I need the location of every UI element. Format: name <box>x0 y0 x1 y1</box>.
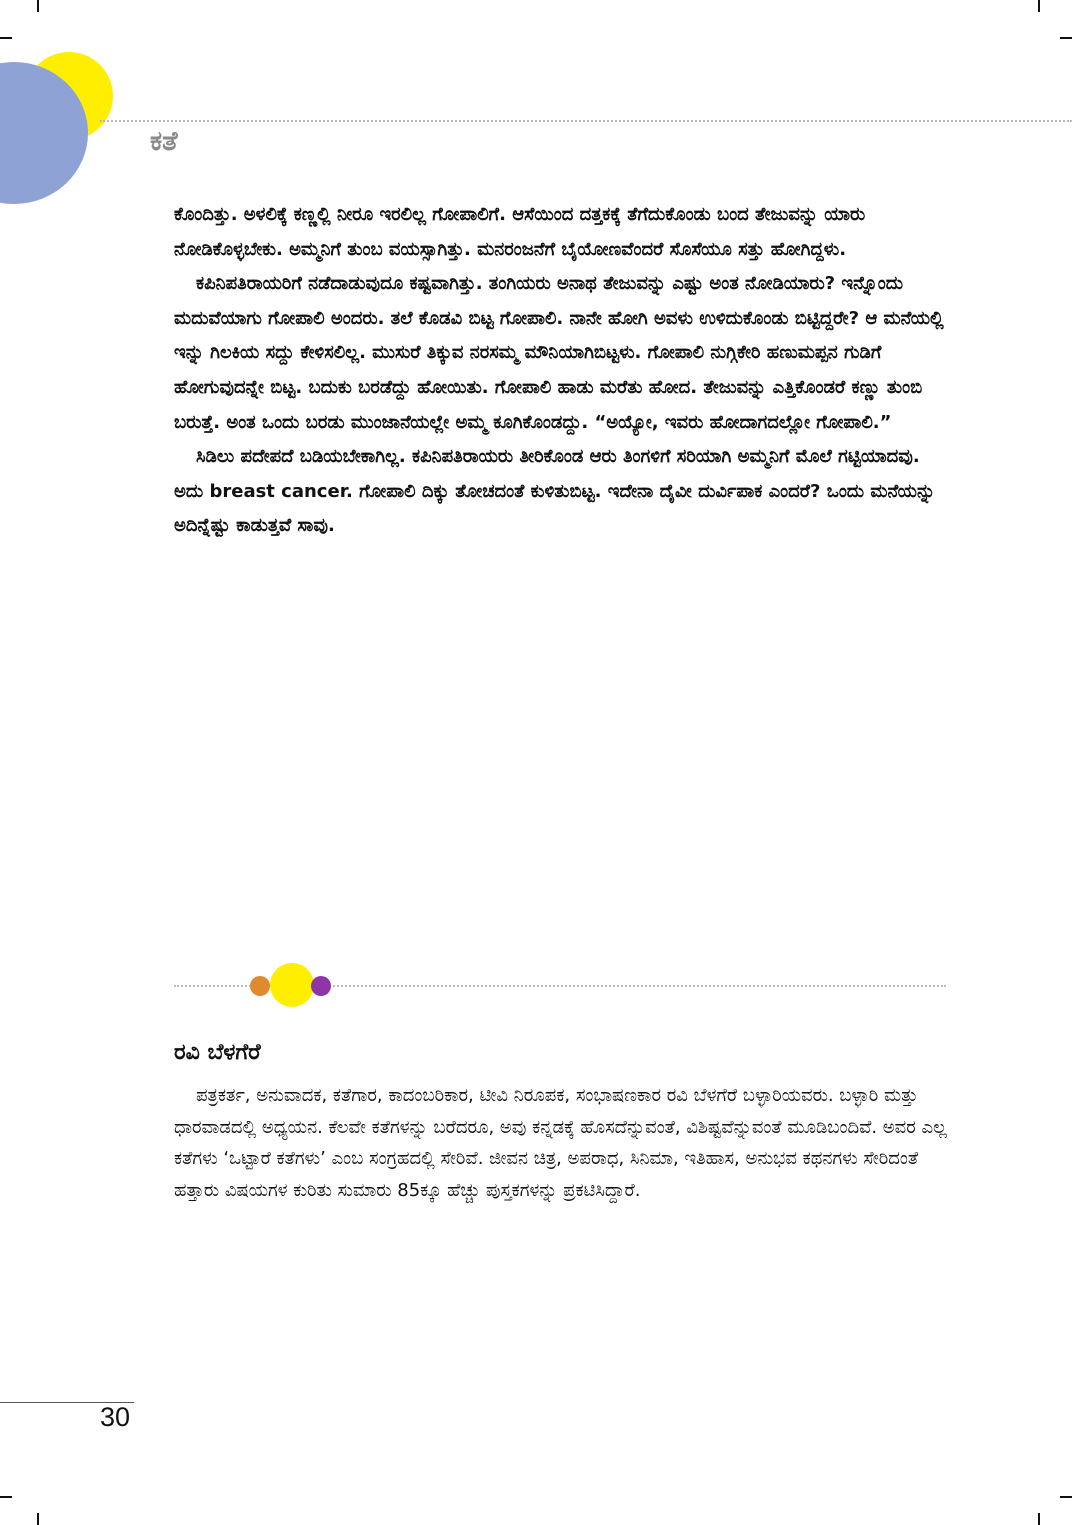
author-name: ರವಿ ಬೆಳಗೆರೆ <box>174 1040 261 1065</box>
divider-dot-orange <box>250 976 270 996</box>
divider-dot-purple <box>311 976 331 996</box>
author-bio <box>174 1080 949 1206</box>
header-dotted-rule <box>100 120 1072 122</box>
crop-mark <box>1060 1496 1072 1498</box>
crop-mark <box>1038 1513 1040 1525</box>
story-paragraph: ಕೊಂದಿತ್ತು. ಅಳಲಿಕ್ಕೆ ಕಣ್ಣಲ್ಲಿ ನೀರೂ ಇರಲಿಲ್ಲ ಗೋಪಾಲಿಗೆ. ಆಸೆಯಿಂದ ದತ್ತಕಕ್ಕೆ ತೆಗೆದುಕೊಂಡು ಬಂದ ತೇಜುವನ್ನು ಯಾರು ನೋಡಿಕೊಳ್ಳಬೇಕು. ಅಮ್ಮನಿಗೆ ತುಂಬ ವಯಸ್ಸಾಗಿತ್ತು. ಮನರಂಜನೆಗೆ ಬೈಯೋಣವೆಂದರೆ ಸೊಸೆಯೂ ಸತ್ತು ಹೋಗಿದ್ದಳು. <box>174 204 866 260</box>
story-text <box>174 198 949 544</box>
author-bio-paragraph: ಪತ್ರಕರ್ತ, ಅನುವಾದಕ, ಕತೆಗಾರ, ಕಾದಂಬರಿಕಾರ, ಟೀವಿ ನಿರೂಪಕ, ಸಂಭಾಷಣಕಾರ ರವಿ ಬೆಳಗೆರೆ ಬಳ್ಳಾರಿಯವರು. ಬಳ್ಳಾರಿ ಮತ್ತು ಧಾರವಾಡದಲ್ಲಿ ಅಧ್ಯಯನ. ಕೆಲವೇ ಕತೆಗಳನ್ನು ಬರೆದರೂ, ಅವು ಕನ್ನಡಕ್ಕೆ ಹೊಸದೆನ್ನುವಂತೆ, ವಿಶಿಷ್ಟವೆನ್ನುವಂತೆ ಮೂಡಿಬಂದಿವೆ. ಅವರ ಎಲ್ಲ ಕತೆಗಳು ‘ಒಟ್ಟಾರೆ ಕತೆಗಳು’ ಎಂಬ ಸಂಗ್ರಹದಲ್ಲಿ ಸೇರಿವೆ. ಜೀವನ ಚಿತ್ರ, ಅಪರಾಧ, ಸಿನಿಮಾ, ಇತಿಹಾಸ, ಅನುಭವ ಕಥನಗಳು ಸೇರಿದಂತೆ ಹತ್ತಾರು ವಿಷಯಗಳ ಕುರಿತು ಸುಮಾರು 85ಕ್ಕೂ ಹೆಚ್ಚು ಪುಸ್ತಕಗಳನ್ನು ಪ್ರಕಟಿಸಿದ್ದಾರೆ. <box>174 1085 947 1201</box>
divider-dot-yellow <box>270 963 314 1007</box>
page-number: 30 <box>100 1402 131 1432</box>
story-paragraph: ಕಪಿನಿಪತಿರಾಯರಿಗೆ ನಡೆದಾಡುವುದೂ ಕಷ್ಟವಾಗಿತ್ತು. ತಂಗಿಯರು ಅನಾಥ ತೇಜುವನ್ನು ಎಷ್ಟು ಅಂತ ನೋಡಿಯಾರು? ಇನ್ನೊಂದು ಮದುವೆಯಾಗು ಗೋಪಾಲಿ ಅಂದರು. ತಲೆ ಕೊಡವಿ ಬಿಟ್ಟ ಗೋಪಾಲಿ. ನಾನೇ ಹೋಗಿ ಅವಳು ಉಳಿದುಕೊಂಡು ಬಿಟ್ಟಿದ್ದರೇ? ಆ ಮನೆಯಲ್ಲಿ ಇನ್ನು ಗಿಲಕಿಯ ಸದ್ದು ಕೇಳಿಸಲಿಲ್ಲ. ಮುಸುರೆ ತಿಕ್ಕುವ ನರಸಮ್ಮ ಮೌನಿಯಾಗಿಬಿಟ್ಟಳು. ಗೋಪಾಲಿ ನುಗ್ಗಿಕೇರಿ ಹಣುಮಪ್ಪನ ಗುಡಿಗೆ ಹೋಗುವುದನ್ನೇ ಬಿಟ್ಟ. ಬದುಕು ಬರಡೆದ್ದು ಹೋಯಿತು. ಗೋಪಾಲಿ ಹಾಡು ಮರೆತು ಹೋದ. ತೇಜುವನ್ನು ಎತ್ತಿಕೊಂಡರೆ ಕಣ್ಣು ತುಂಬಿ ಬರುತ್ತೆ. ಅಂತ ಒಂದು ಬರಡು ಮುಂಜಾನೆಯಲ್ಲೇ ಅಮ್ಮ ಕೂಗಿಕೊಂಡದ್ದು. “ಅಯ್ಯೋ, ಇವರು ಹೋದಾಗದಲ್ಲೋ ಗೋಪಾಲಿ.” <box>174 273 944 433</box>
story-paragraph: ಸಿಡಿಲು ಪದೇಪದೆ ಬಡಿಯಬೇಕಾಗಿಲ್ಲ. ಕಪಿನಿಪತಿರಾಯರು ತೀರಿಕೊಂಡ ಆರು ತಿಂಗಳಿಗೆ ಸರಿಯಾಗಿ ಅಮ್ಮನಿಗೆ ಮೊಲೆ ಗಟ್ಟಿಯಾದವು. ಅದು breast cancer. ಗೋಪಾಲಿ ದಿಕ್ಕು ತೋಚದಂತೆ ಕುಳಿತುಬಿಟ್ಟ. ಇದೇನಾ ದೈವೀ ದುರ್ವಿಪಾಕ ಎಂದರೆ? ಒಂದು ಮನೆಯನ್ನು ಅದಿನ್ನೆಷ್ಟು ಕಾಡುತ್ತವೆ ಸಾವು. <box>174 446 936 537</box>
crop-mark <box>1060 37 1072 39</box>
crop-mark <box>0 1496 12 1498</box>
section-label: ಕತೆ <box>150 126 178 157</box>
crop-mark <box>0 37 12 39</box>
crop-mark <box>37 1513 39 1525</box>
crop-mark <box>1038 0 1040 12</box>
crop-mark <box>37 0 39 12</box>
